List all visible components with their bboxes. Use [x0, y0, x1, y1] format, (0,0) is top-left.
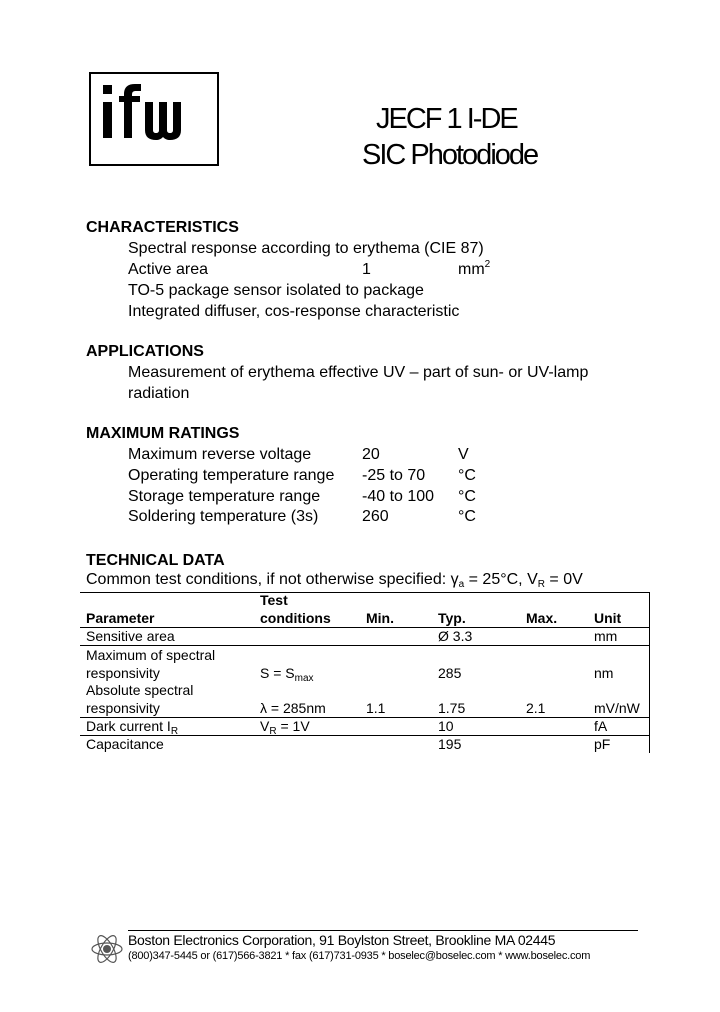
technical-heading: TECHNICAL DATA: [86, 552, 225, 569]
footer-company: Boston Electronics Corporation, 91 Boylston Street, Brookline MA 02445: [128, 932, 556, 948]
table-cell: responsivity: [86, 665, 160, 681]
applications-line-1: Measurement of erythema effective UV – part of sun- or UV-lamp: [128, 364, 589, 381]
table-cell: responsivity: [86, 700, 160, 716]
conditions-prefix: Common test conditions, if not otherwise specified:: [86, 571, 451, 588]
spectral-response-line: Spectral response according to erythema (CIE 87): [128, 240, 484, 257]
gamma-value: = 25°C, V: [464, 571, 538, 588]
table-cell: mV/nW: [594, 700, 640, 716]
table-cell: [86, 718, 179, 737]
footer-rule: [128, 930, 638, 931]
rating-value: -40 to 100: [362, 488, 435, 505]
rating-row: [128, 506, 528, 527]
table-cell: Sensitive area: [86, 628, 175, 644]
table-cell: mm: [594, 628, 618, 644]
cond-sub: R: [269, 726, 277, 737]
rating-unit: °C: [458, 488, 476, 505]
table-cell: Maximum of spectral: [86, 647, 216, 663]
table-cell: 195: [438, 736, 462, 752]
table-cell: 285: [438, 665, 462, 681]
active-area-line: [128, 259, 528, 280]
rating-label: Operating temperature range: [128, 467, 335, 484]
ifw-logo-mark: [91, 74, 217, 164]
product-code: JECF 1 I-DE: [376, 103, 517, 135]
rating-value: 260: [362, 508, 389, 525]
table-cell: nm: [594, 665, 614, 681]
table-cell: λ = 285nm: [260, 700, 326, 716]
table-cell: 1.75: [438, 700, 466, 716]
col-min: Min.: [366, 610, 394, 626]
active-area-unit: [458, 259, 490, 282]
col-max: Max.: [526, 610, 558, 626]
col-typ: Typ.: [438, 610, 466, 626]
rating-value: -25 to 70: [362, 467, 426, 484]
rating-value: 20: [362, 446, 380, 463]
table-cell: 1.1: [366, 700, 386, 716]
vr-sub: R: [537, 579, 545, 590]
rating-unit: V: [458, 446, 469, 463]
table-cell: [260, 665, 314, 684]
table-cell: Absolute spectral: [86, 682, 194, 698]
rating-row: [128, 465, 528, 486]
ratings-heading: MAXIMUM RATINGS: [86, 425, 240, 442]
rating-label: Storage temperature range: [128, 488, 321, 505]
cond-rest: = 1V: [276, 718, 310, 734]
table-cell: [260, 718, 310, 737]
boston-electronics-logo: [90, 932, 124, 971]
atom-icon: [90, 932, 124, 966]
rating-unit: °C: [458, 467, 476, 484]
ifw-logo: [89, 72, 219, 166]
rating-row: [128, 486, 528, 507]
col-parameter: Parameter: [86, 610, 155, 626]
cond-sub: max: [294, 673, 314, 684]
test-conditions-line: [86, 571, 583, 589]
table-cell: 10: [438, 718, 454, 734]
param-sub: R: [170, 726, 179, 737]
active-area-unit-text: mm: [458, 261, 485, 278]
col-test-2: conditions: [260, 610, 331, 626]
param-text: Dark current I: [86, 718, 171, 734]
active-area-value: 1: [362, 261, 371, 278]
rating-unit: °C: [458, 508, 476, 525]
rating-label: Maximum reverse voltage: [128, 446, 312, 463]
gamma-sub: a: [458, 579, 465, 590]
applications-line-2: radiation: [128, 385, 190, 402]
cond-text: S = S: [260, 665, 295, 681]
package-line: TO-5 package sensor isolated to package: [128, 282, 424, 299]
active-area-unit-sup: 2: [484, 259, 491, 270]
technical-table: [80, 592, 650, 753]
cond-text: V: [260, 718, 270, 734]
table-cell: pF: [594, 736, 611, 752]
diffuser-line: Integrated diffuser, cos-response characteristic: [128, 303, 460, 320]
rating-row: [128, 444, 528, 465]
active-area-label: Active area: [128, 261, 209, 278]
rating-label: Soldering temperature (3s): [128, 508, 319, 525]
table-cell: fA: [594, 718, 608, 734]
footer-contact: (800)347-5445 or (617)566-3821 * fax (617)731-0935 * boselec@boselec.com * www.boselec.com: [128, 950, 591, 962]
characteristics-heading: CHARACTERISTICS: [86, 219, 239, 236]
table-cell: 2.1: [526, 700, 546, 716]
product-name: SIC Photodiode: [362, 139, 538, 171]
col-test-1: Test: [260, 592, 288, 608]
applications-heading: APPLICATIONS: [86, 343, 204, 360]
col-unit: Unit: [594, 610, 622, 626]
gamma-symbol: γ: [450, 571, 459, 588]
table-cell: Ø 3.3: [438, 628, 473, 644]
table-cell: Capacitance: [86, 736, 164, 752]
vr-value: = 0V: [544, 571, 583, 588]
